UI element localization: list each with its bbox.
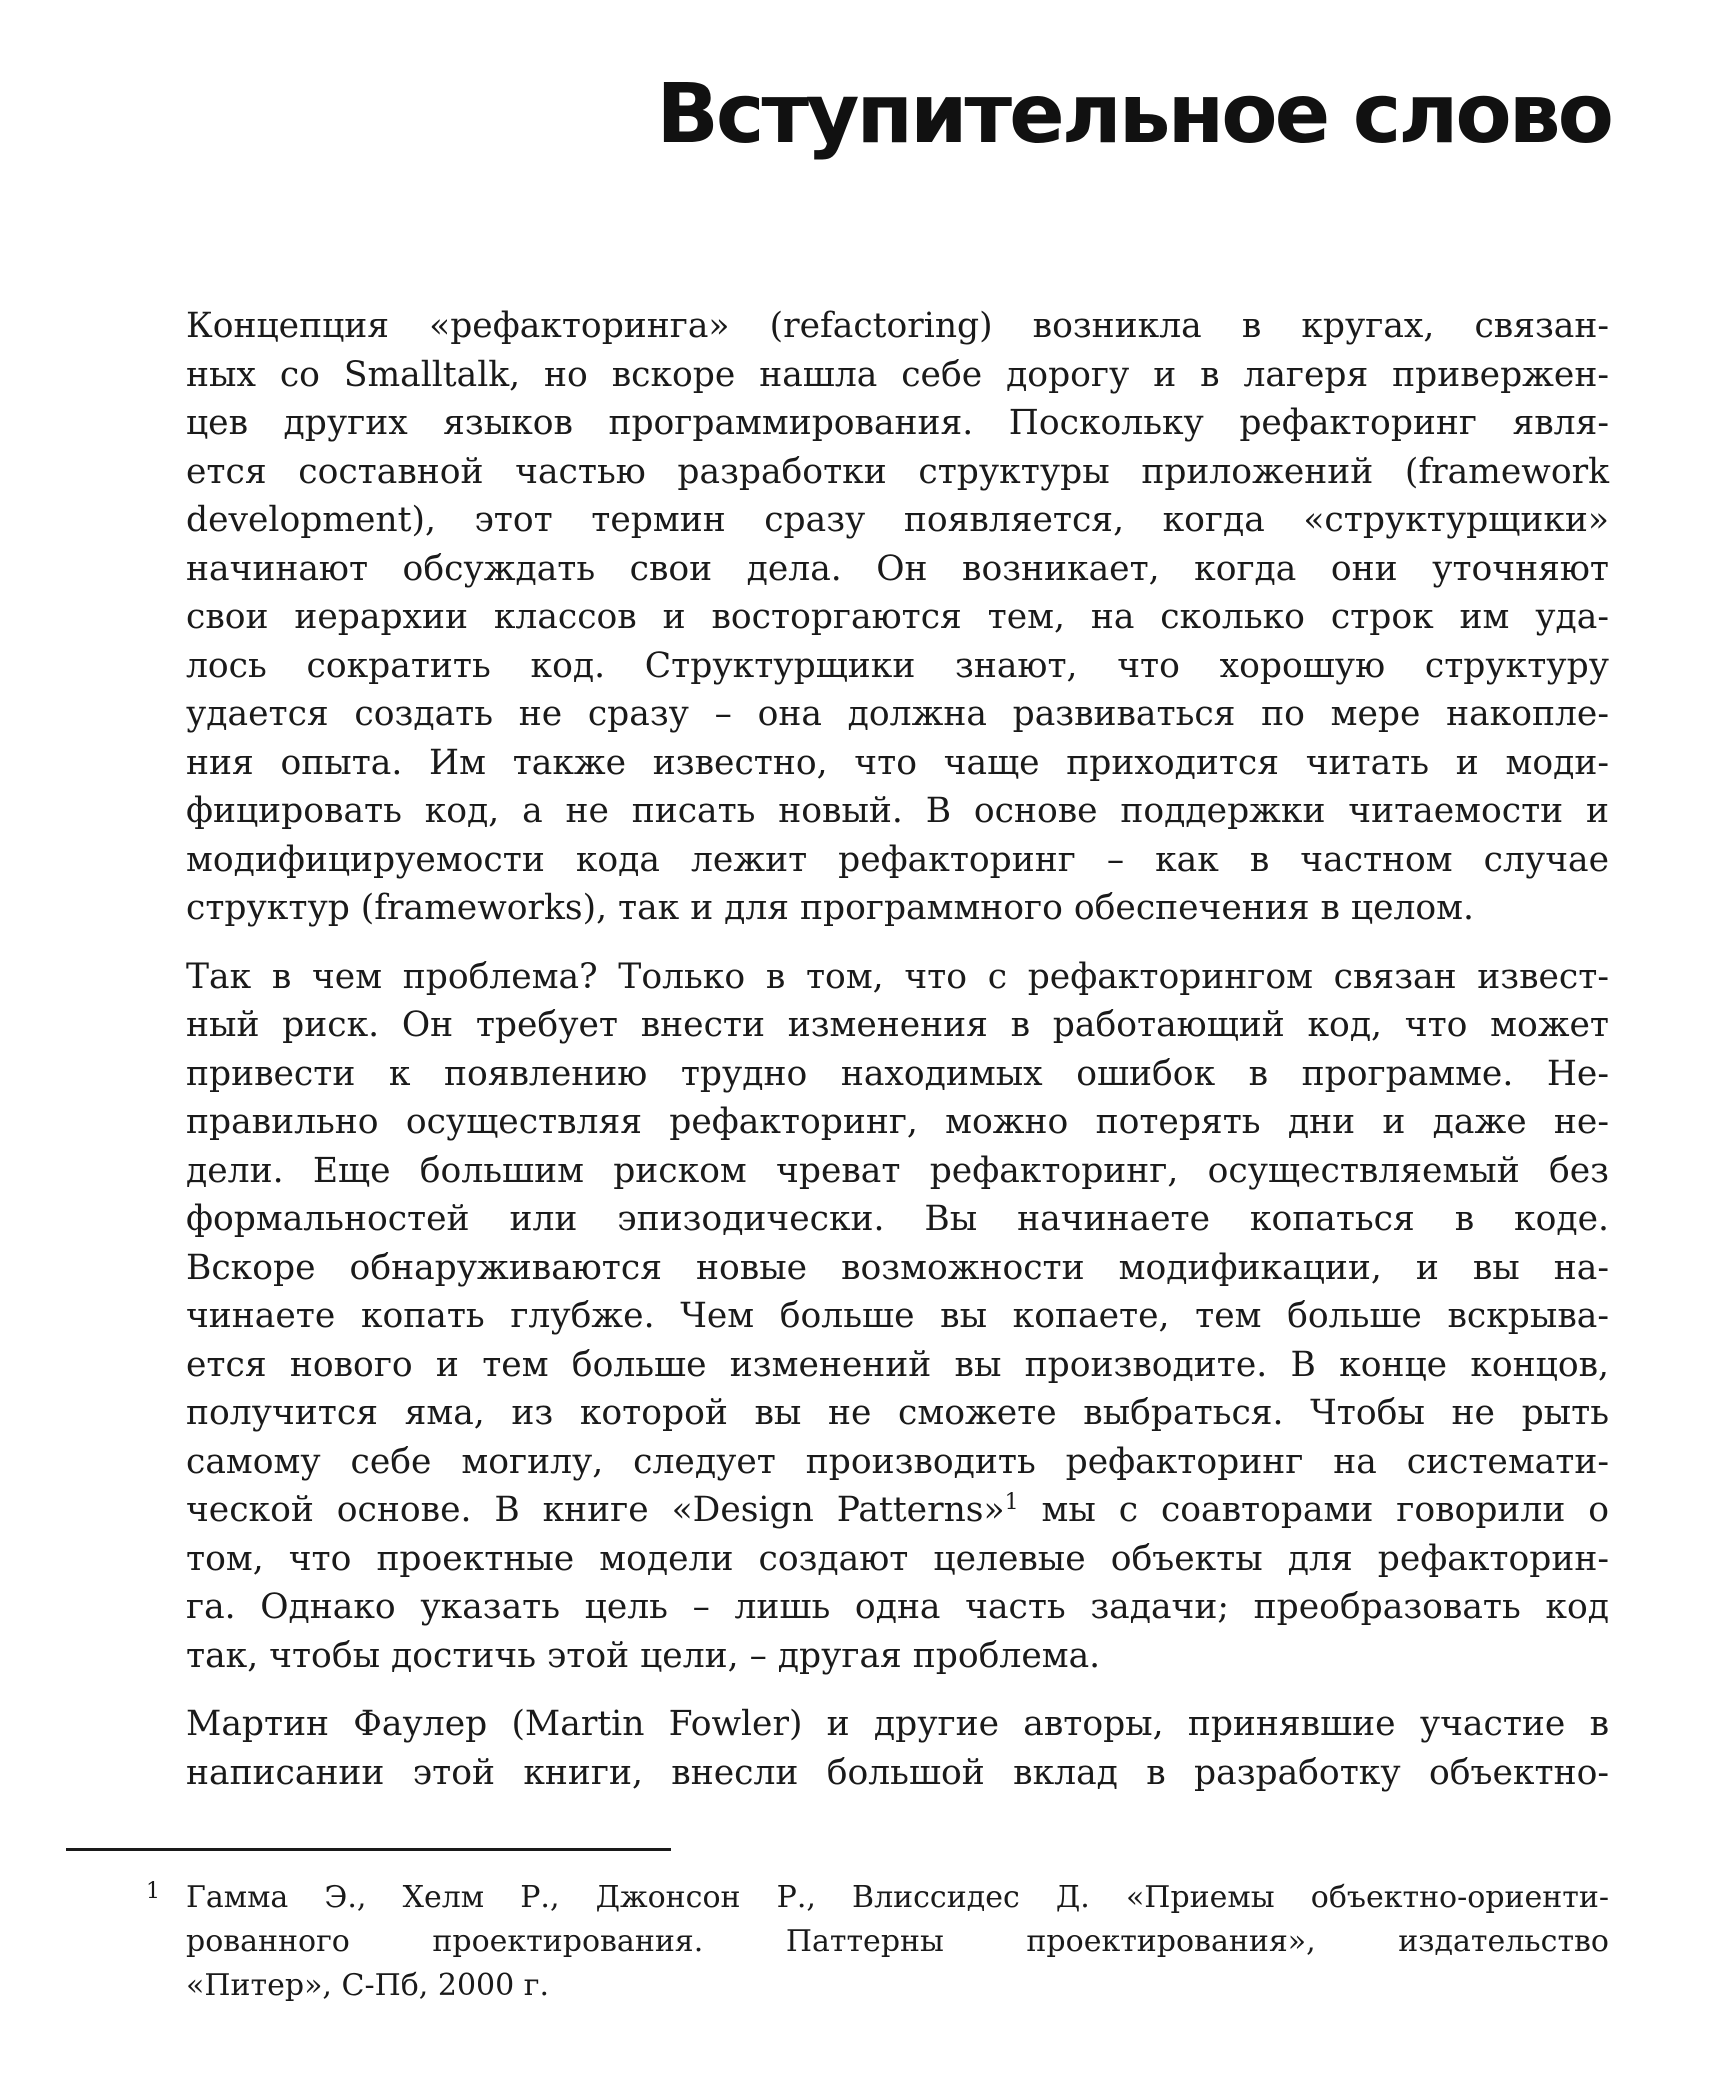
text-line: начинают обсуждать свои дела. Он возникает, когда они уточняют xyxy=(186,548,1609,589)
text-line: написании этой книги, внесли большой вклад в разработку объектно- xyxy=(186,1752,1609,1793)
chapter-title: Вступительное слово xyxy=(656,67,1611,162)
paragraph-1 xyxy=(186,302,1609,933)
footnote-line: рованного проектирования. Паттерны проектирования», издательство xyxy=(186,1924,1609,1959)
text-line: Мартин Фаулер (Martin Fowler) и другие авторы, принявшие участие в xyxy=(186,1704,1609,1744)
text-line: самому себе могилу, следует производить рефакторинг на системати- xyxy=(186,1441,1609,1482)
text-line: привести к появлению трудно находимых ошибок в программе. Не- xyxy=(186,1053,1609,1094)
text-line: фицировать код, а не писать новый. В основе поддержки читаемости и xyxy=(186,791,1609,831)
text-line: том, что проектные модели создают целевые объекты для рефакторин- xyxy=(186,1538,1609,1579)
text-fragment: ческой основе. В книге «Design Patterns» xyxy=(186,1490,1005,1530)
text-line: свои иерархии классов и восторгаются тем, на сколько строк им уда- xyxy=(186,597,1609,637)
text-line: получится яма, из которой вы не сможете выбраться. Чтобы не рыть xyxy=(186,1393,1609,1433)
text-line: ный риск. Он требует внести изменения в работающий код, что может xyxy=(186,1005,1609,1045)
text-line: development), этот термин сразу появляется, когда «структурщики» xyxy=(186,500,1609,540)
text-line: Так в чем проблема? Только в том, что с рефакторингом связан извест- xyxy=(186,956,1609,997)
text-line: Вскоре обнаруживаются новые возможности модификации, и вы на- xyxy=(186,1247,1609,1288)
text-line: ния опыта. Им также известно, что чаще приходится читать и моди- xyxy=(186,742,1609,783)
text-line: Концепция «рефакторинга» (refactoring) возникла в кругах, связан- xyxy=(186,306,1609,346)
text-fragment: мы с соавторами говорили о xyxy=(1018,1490,1609,1530)
text-line: ных со Smalltalk, но вскоре нашла себе дорогу и в лагеря привержен- xyxy=(186,354,1609,395)
text-line: чинаете копать глубже. Чем больше вы копаете, тем больше вскрыва- xyxy=(186,1296,1609,1336)
body-text xyxy=(186,302,1609,1817)
text-line: цев других языков программирования. Поскольку рефакторинг явля- xyxy=(186,403,1609,443)
text-line-with-footnote-ref xyxy=(186,1486,1609,1535)
text-line: правильно осуществляя рефакторинг, можно потерять дни и даже не- xyxy=(186,1102,1609,1142)
text-line: структур (frameworks), так и для программного обеспечения в целом. xyxy=(186,888,1474,928)
paragraph-3 xyxy=(186,1700,1609,1797)
footnote-line: «Питер», С-Пб, 2000 г. xyxy=(186,1968,550,2003)
footnote xyxy=(146,1876,1609,2008)
footnote-number: 1 xyxy=(146,1879,160,1904)
paragraph-2 xyxy=(186,953,1609,1681)
text-line: так, чтобы достичь этой цели, – другая проблема. xyxy=(186,1635,1101,1676)
footnote-divider xyxy=(66,1848,671,1851)
text-line: ется составной частью разработки структуры приложений (framework xyxy=(186,451,1609,492)
footnote-ref[interactable]: 1 xyxy=(1004,1490,1019,1515)
text-line: удается создать не сразу – она должна развиваться по мере накопле- xyxy=(186,694,1609,734)
text-line: ется нового и тем больше изменений вы производите. В конце концов, xyxy=(186,1344,1609,1385)
footnote-line: Гамма Э., Хелм Р., Джонсон Р., Влиссидес Д. «Приемы объектно-ориенти- xyxy=(186,1880,1609,1915)
text-line: формальностей или эпизодически. Вы начинаете копаться в коде. xyxy=(186,1199,1609,1239)
text-line: га. Однако указать цель – лишь одна часть задачи; преобразовать код xyxy=(186,1587,1609,1627)
text-line: дели. Еще большим риском чреват рефакторинг, осуществляемый без xyxy=(186,1150,1609,1191)
text-line: модифицируемости кода лежит рефакторинг – как в частном случае xyxy=(186,839,1609,880)
text-line: лось сократить код. Структурщики знают, что хорошую структуру xyxy=(186,645,1609,686)
